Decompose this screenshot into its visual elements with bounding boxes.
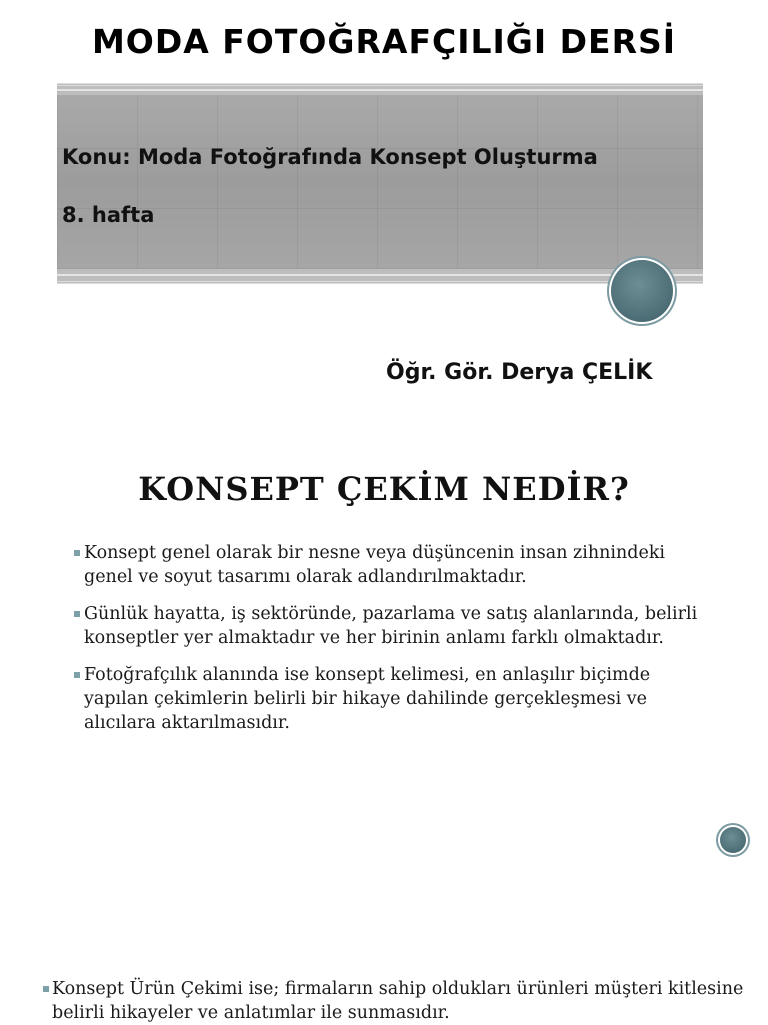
week-text: 8. hafta bbox=[62, 203, 155, 227]
bullet-square-icon bbox=[43, 986, 49, 992]
bullet-square-icon bbox=[74, 550, 80, 556]
list-item bbox=[74, 541, 714, 589]
banner-bottom-line bbox=[57, 274, 703, 276]
bullet-text: Konsept genel olarak bir nesne veya düşüncenin insan zihnindeki genel ve soyut tasarımı olarak adlandırılmaktadır. bbox=[84, 543, 666, 587]
bullet-text: Günlük hayatta, iş sektöründe, pazarlama ve satış alanlarında, belirli konseptler yer almaktadır ve her birinin anlamı farklı olmaktadır. bbox=[84, 604, 698, 648]
bottom-bullet-text: Konsept Ürün Çekimi ise; firmaların sahip oldukları ürünleri müşteri kitlesine belirli hikayeler ve anlatımlar ile sunmasıdır. bbox=[52, 979, 744, 1023]
decorative-circle-icon bbox=[611, 260, 673, 322]
decorative-circle-small-icon bbox=[720, 827, 746, 853]
course-title: MODA FOTOĞRAFÇILIĞI DERSİ bbox=[91, 22, 677, 61]
bullet-text: Fotoğrafçılık alanında ise konsept kelimesi, en anlaşılır biçimde yapılan çekimlerin belirli bir hikaye dahilinde gerçekleşmesi ve alıcılara aktarılmasıdır. bbox=[84, 665, 651, 733]
section-title: KONSEPT ÇEKİM NEDİR? bbox=[138, 470, 630, 508]
list-item bbox=[74, 602, 714, 650]
banner-background bbox=[57, 95, 703, 269]
bullet-square-icon bbox=[74, 672, 80, 678]
title-banner bbox=[57, 83, 703, 284]
bullet-square-icon bbox=[74, 611, 80, 617]
bottom-bullet bbox=[43, 977, 752, 1025]
topic-text: Konu: Moda Fotoğrafında Konsept Oluşturma bbox=[62, 145, 598, 169]
bullet-list bbox=[74, 541, 714, 748]
instructor-name: Öğr. Gör. Derya ÇELİK bbox=[386, 360, 653, 385]
list-item bbox=[74, 663, 714, 735]
banner-top-line bbox=[57, 89, 703, 91]
